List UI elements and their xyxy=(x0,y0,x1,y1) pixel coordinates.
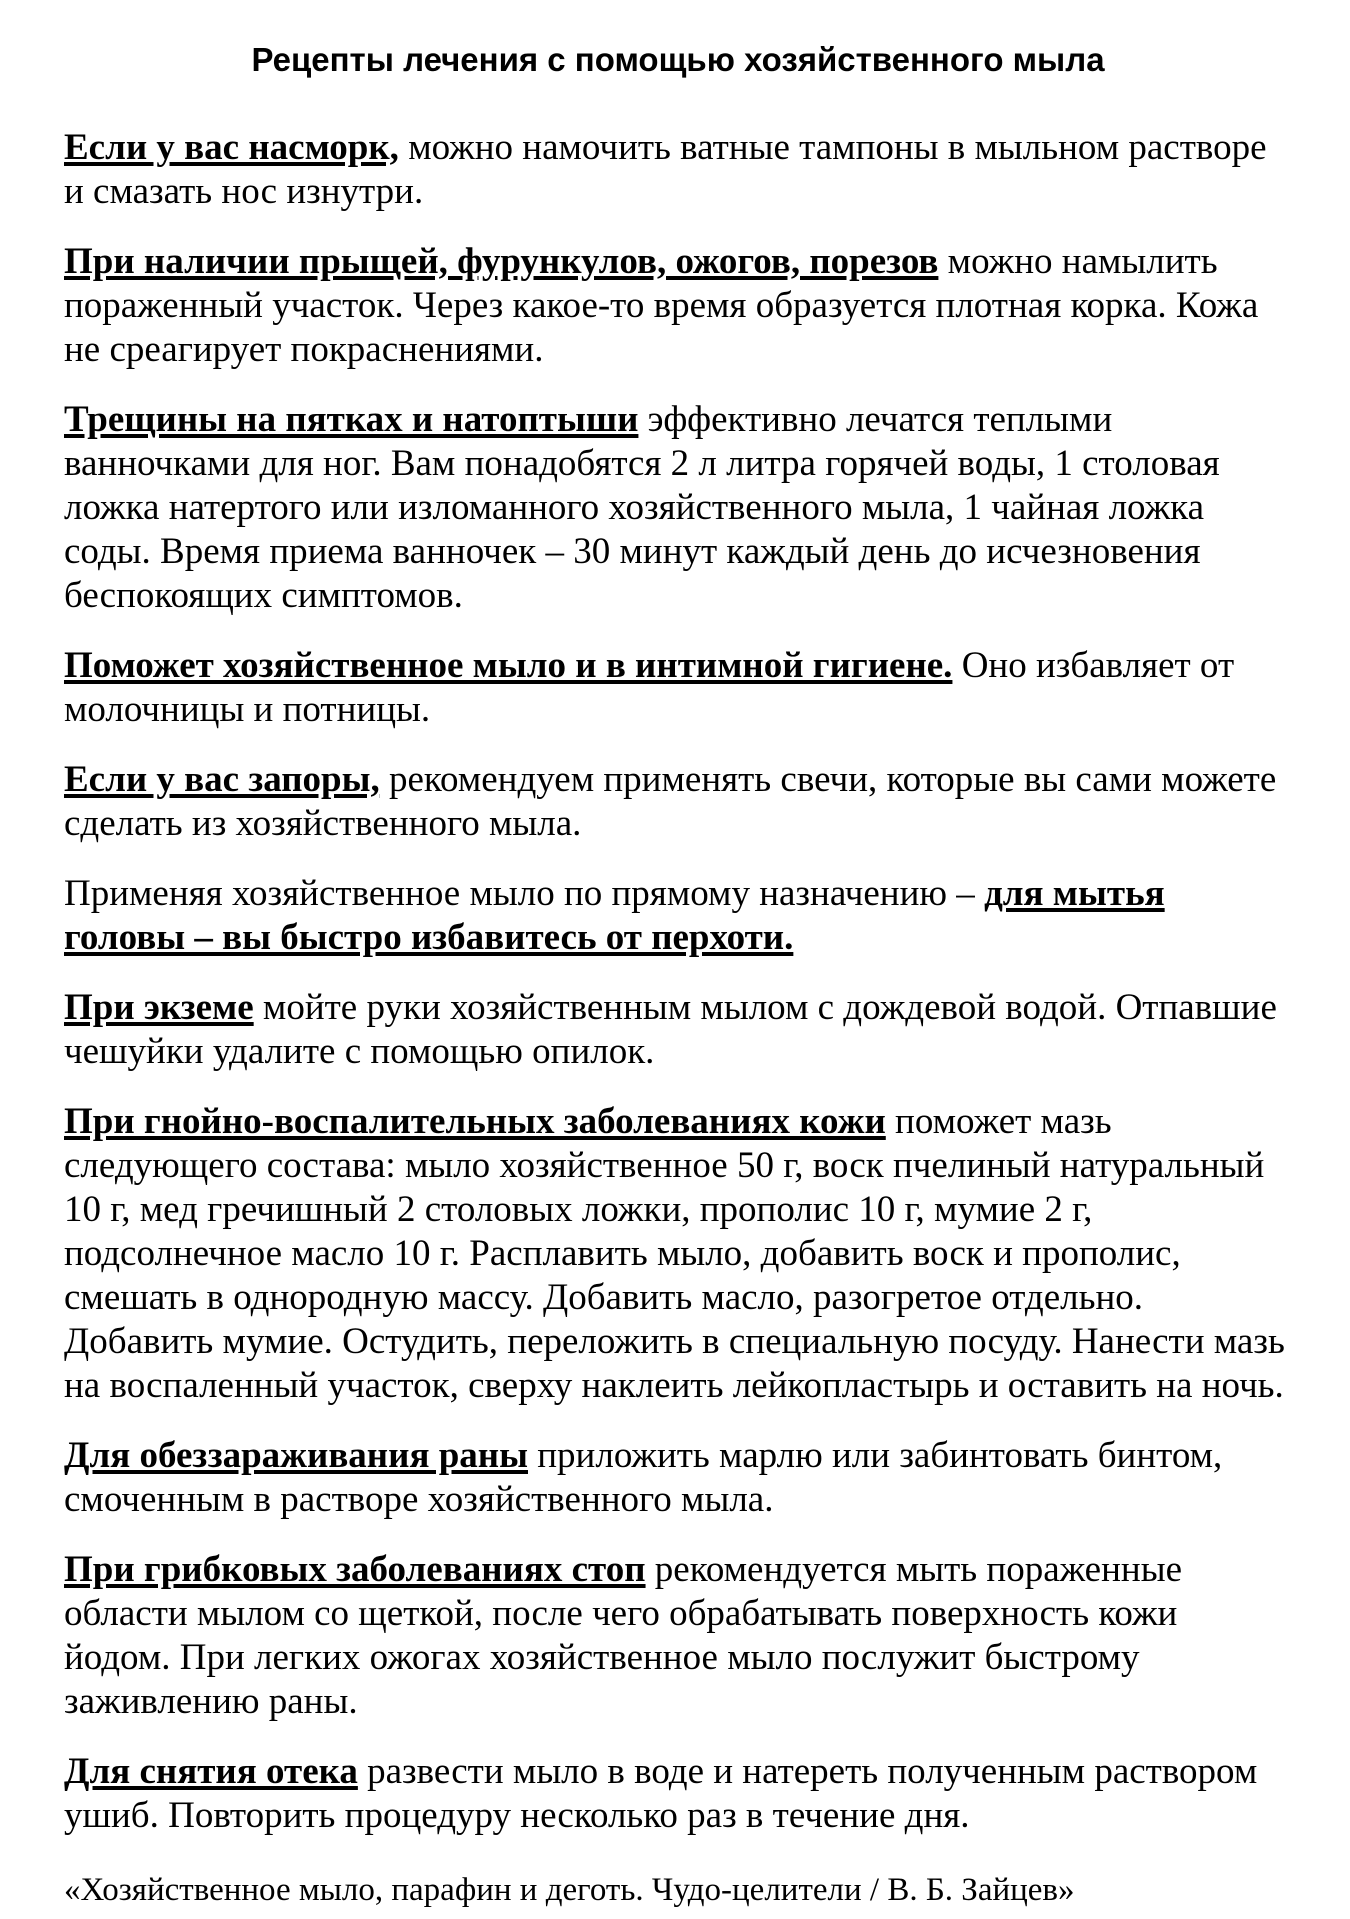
paragraph-lead: Если у вас запоры, xyxy=(64,759,380,800)
paragraph-pre-text: Применяя хозяйственное мыло по прямому назначению – xyxy=(64,873,985,914)
paragraph-obezzarazhivanie xyxy=(64,1434,1292,1522)
paragraph-treshchiny xyxy=(64,398,1292,618)
paragraph-text: можно намылить пораженный участок. Через какое-то время образуется плотная корка. Кожа не среагирует покраснениями. xyxy=(64,241,1259,370)
paragraph-text: Оно избавляет от молочницы и потницы. xyxy=(64,645,1235,730)
paragraph-gribkovye xyxy=(64,1548,1292,1724)
footer-citation: «Хозяйственное мыло, парафин и деготь. Чудо-целители / В. Б. Зайцев» xyxy=(64,1872,1075,1908)
paragraph-lead: для мытья головы – вы быстро избавитесь от перхоти. xyxy=(64,873,1165,958)
paragraph-gnoyno-vospalitelnye xyxy=(64,1100,1292,1408)
paragraph-pryshchi xyxy=(64,240,1292,372)
paragraph-lead: При экземе xyxy=(64,987,254,1028)
paragraph-text: можно намочить ватные тампоны в мыльном растворе и смазать нос изнутри. xyxy=(64,127,1267,212)
paragraph-text: эффективно лечатся теплыми ванночками для ног. Вам понадобятся 2 л литра горячей воды, 1 столовая ложка натертого или изломанного хозяйственного мыла, 1 чайная ложка соды. Время приема ванночек – 30 минут каждый день до исчезновения беспокоящих симптомов. xyxy=(64,399,1220,616)
paragraph-otek xyxy=(64,1750,1292,1838)
paragraph-lead: При наличии прыщей, фурункулов, ожогов, порезов xyxy=(64,241,939,282)
paragraph-lead: При грибковых заболеваниях стоп xyxy=(64,1549,646,1590)
paragraph-lead: Для снятия отека xyxy=(64,1751,358,1792)
paragraph-text: мойте руки хозяйственным мылом с дождевой водой. Отпавшие чешуйки удалите с помощью опилок. xyxy=(64,987,1277,1072)
paragraph-text: поможет мазь следующего состава: мыло хозяйственное 50 г, воск пчелиный натуральный 10 г, мед гречишный 2 столовых ложки, прополис 10 г, мумие 2 г, подсолнечное масло 10 г. Расплавить мыло, добавить воск и прополис, смешать в однородную массу. Добавить масло, разогретое отдельно. Добавить мумие. Остудить, переложить в специальную посуду. Нанести мазь на воспаленный участок, сверху наклеить лейкопластырь и оставить на ночь. xyxy=(64,1101,1285,1406)
document-title: Рецепты лечения с помощью хозяйственного мыла xyxy=(251,41,1105,78)
paragraph-zapory xyxy=(64,758,1292,846)
paragraph-text: рекомендуется мыть пораженные области мылом со щеткой, после чего обрабатывать поверхность кожи йодом. При легких ожогах хозяйственное мыло послужит быстрому заживлению раны. xyxy=(64,1549,1182,1722)
paragraph-nasmork xyxy=(64,126,1292,214)
paragraph-lead: Для обеззараживания раны xyxy=(64,1435,528,1476)
paragraph-lead: Поможет хозяйственное мыло и в интимной гигиене. xyxy=(64,645,953,686)
paragraph-lead: Трещины на пятках и натоптыши xyxy=(64,399,639,440)
paragraph-text: рекомендуем применять свечи, которые вы сами можете сделать из хозяйственного мыла. xyxy=(64,759,1277,844)
paragraph-lead: Если у вас насморк, xyxy=(64,127,399,168)
paragraph-ekzema xyxy=(64,986,1292,1074)
document-body xyxy=(64,126,1292,1838)
paragraph-text: приложить марлю или забинтовать бинтом, смоченным в растворе хозяйственного мыла. xyxy=(64,1435,1223,1520)
paragraph-lead: При гнойно-воспалительных заболеваниях кожи xyxy=(64,1101,886,1142)
paragraph-text: развести мыло в воде и натереть полученным раствором ушиб. Повторить процедуру несколько раз в течение дня. xyxy=(64,1751,1258,1836)
paragraph-perkhot xyxy=(64,872,1292,960)
paragraph-gigiena xyxy=(64,644,1292,732)
